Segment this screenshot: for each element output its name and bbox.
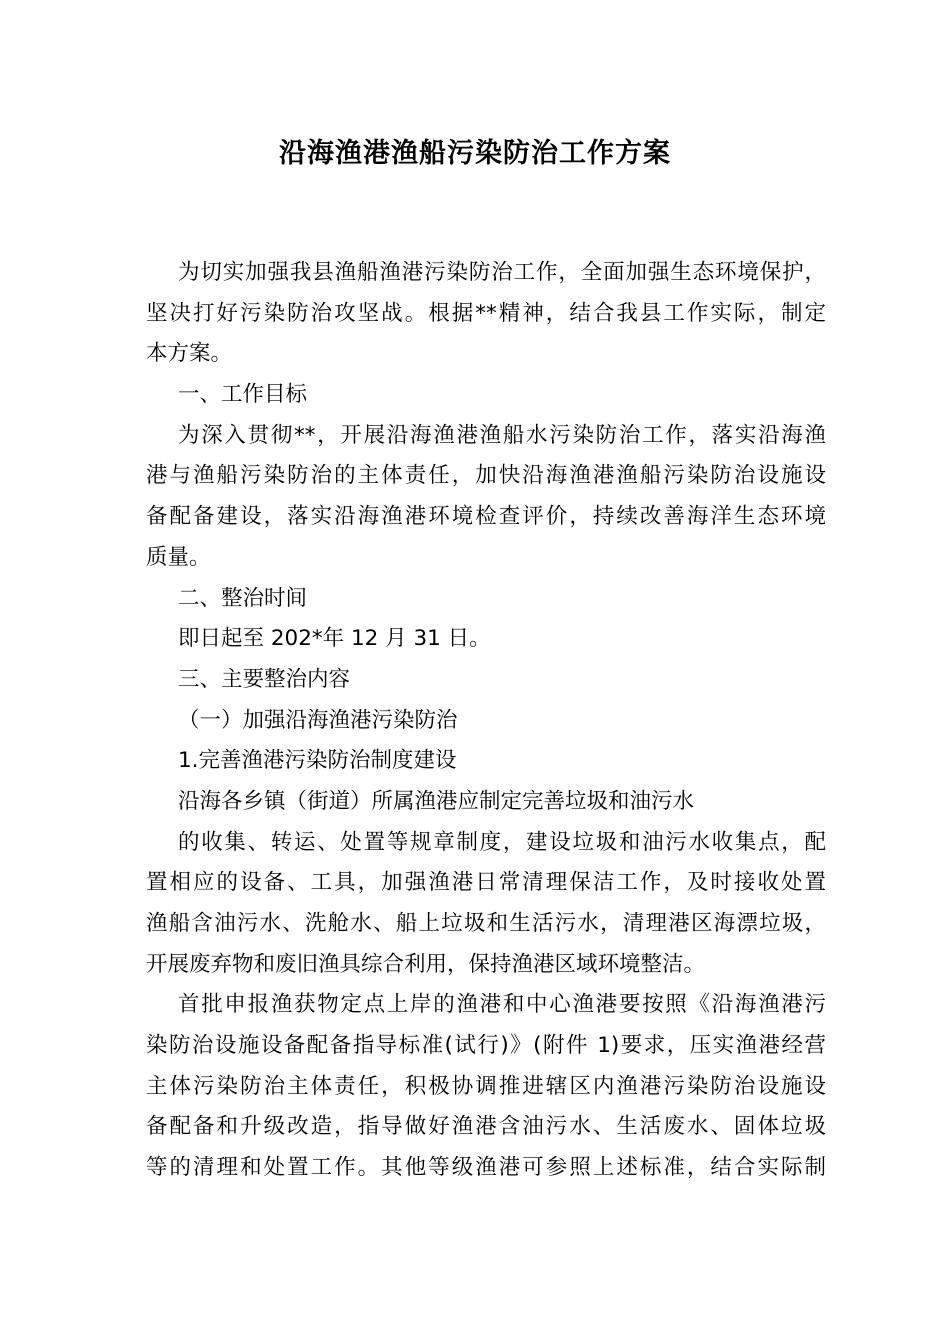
paragraph-line: 即日起至 202*年 12 月 31 日。: [178, 626, 491, 652]
document-title: 沿海渔港渔船污染防治工作方案: [279, 138, 671, 169]
subsection-heading: （一）加强沿海渔港污染防治: [178, 707, 458, 733]
item-heading: 1.完善渔港污染防治制度建设: [178, 748, 457, 774]
paragraph-line: 置相应的设备、工具，加强渔港日常清理保洁工作，及时接收处置: [146, 870, 826, 896]
paragraph-line: 的收集、转运、处置等规章制度，建设垃圾和油污水收集点，配: [178, 829, 826, 855]
paragraph-line: 坚决打好污染防治攻坚战。根据**精神，结合我县工作实际，制定: [146, 300, 826, 326]
document-body: [146, 253, 826, 1189]
paragraph-line: 开展废弃物和废旧渔具综合利用，保持渔港区域环境整洁。: [146, 951, 706, 977]
paragraph-line: 港与渔船污染防治的主体责任，加快沿海渔港渔船污染防治设施设: [146, 463, 826, 489]
paragraph-line: 首批申报渔获物定点上岸的渔港和中心渔港要按照《沿海渔港污: [178, 992, 826, 1018]
paragraph-line: 备配备建设，落实沿海渔港环境检查评价，持续改善海洋生态环境: [146, 504, 826, 530]
section-heading: 三、主要整治内容: [178, 666, 351, 692]
paragraph-line: 本方案。: [146, 341, 233, 367]
paragraph-line: 渔船含油污水、洗舱水、船上垃圾和生活污水，清理港区海漂垃圾，: [146, 911, 826, 936]
paragraph-line: 染防治设施设备配备指导标准(试行)》(附件 1)要求，压实渔港经营: [146, 1033, 826, 1059]
section-heading: 一、工作目标: [178, 382, 308, 408]
paragraph-line: 为切实加强我县渔船渔港污染防治工作，全面加强生态环境保护，: [178, 260, 826, 285]
paragraph-line: 为深入贯彻**，开展沿海渔港渔船水污染防治工作，落实沿海渔: [178, 422, 826, 448]
paragraph-line: 沿海各乡镇（街道）所属渔港应制定完善垃圾和油污水: [178, 788, 695, 814]
paragraph-line: 备配备和升级改造，指导做好渔港含油污水、生活废水、固体垃圾: [146, 1114, 826, 1140]
section-heading: 二、整治时间: [178, 585, 308, 611]
paragraph-line: 等的清理和处置工作。其他等级渔港可参照上述标准，结合实际制: [146, 1155, 826, 1181]
paragraph-line: 主体污染防治主体责任，积极协调推进辖区内渔港污染防治设施设: [146, 1073, 826, 1099]
paragraph-line: 质量。: [146, 544, 211, 570]
